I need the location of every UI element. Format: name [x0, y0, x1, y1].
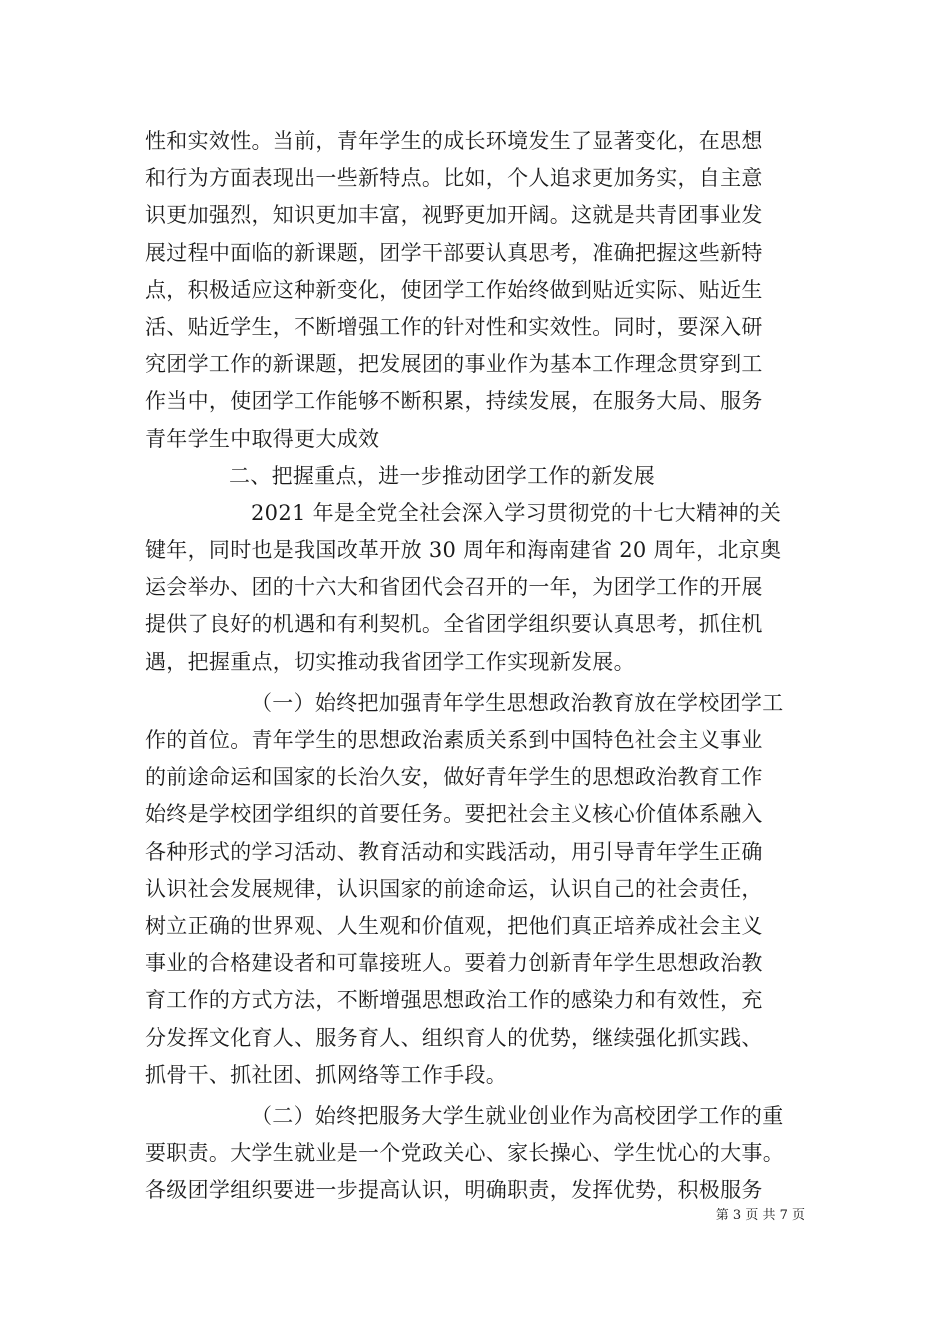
text-line: 事业的合格建设者和可靠接班人。要着力创新青年学生思想政治教 [145, 951, 763, 976]
text-line: 究团学工作的新课题，把发展团的事业作为基本工作理念贯穿到工 [145, 352, 763, 377]
text-line: 识更加强烈，知识更加丰富，视野更加开阔。这就是共青团事业发 [145, 203, 763, 228]
text-line: 点，积极适应这种新变化，使团学工作始终做到贴近实际、贴近生 [145, 277, 763, 302]
section-heading: 二、把握重点，进一步推动团学工作的新发展 [229, 463, 655, 488]
text-line: 各种形式的学习活动、教育活动和实践活动，用引导青年学生正确 [145, 839, 763, 864]
subsection-1 [145, 685, 805, 1094]
text-line: 树立正确的世界观、人生观和价值观，把他们真正培养成社会主义 [145, 913, 763, 938]
text-line: 各级团学组织要进一步提高认识，明确职责，发挥优势，积极服务 [145, 1178, 763, 1203]
text-line: 性和实效性。当前，青年学生的成长环境发生了显著变化，在思想 [145, 129, 763, 153]
page-number: 第 3 页 共 7 页 [715, 1208, 805, 1223]
text-line: 认识社会发展规律，认识国家的前途命运，认识自己的社会责任， [145, 876, 763, 901]
text-line: 的前途命运和国家的长治久安，做好青年学生的思想政治教育工作 [145, 765, 763, 790]
text-line: 键年，同时也是我国改革开放 30 周年和海南建省 20 周年，北京奥 [145, 538, 782, 563]
text-line: 育工作的方式方法，不断增强思想政治工作的感染力和有效性，充 [145, 988, 763, 1013]
text-line: 抓骨干、抓社团、抓网络等工作手段。 [145, 1062, 508, 1087]
text-line: 青年学生中取得更大成效 [145, 426, 380, 451]
text-line: 分发挥文化育人、服务育人、组织育人的优势，继续强化抓实践、 [145, 1025, 763, 1050]
text-line: 遇，把握重点，切实推动我省团学工作实现新发展。 [145, 649, 635, 674]
text-line: 展过程中面临的新课题，团学干部要认真思考，准确把握这些新特 [145, 240, 763, 265]
text-line: 要职责。大学生就业是一个党政关心、家长操心、学生忧心的大事。 [145, 1141, 784, 1166]
document-body [145, 123, 805, 1209]
text-line: （二）始终把服务大学生就业创业作为高校团学工作的重 [251, 1103, 784, 1128]
paragraph-1 [145, 123, 805, 458]
subsection-2 [145, 1098, 805, 1210]
text-line: 和行为方面表现出一些新特点。比如，个人追求更加务实，自主意 [145, 166, 763, 191]
text-line: 作的首位。青年学生的思想政治素质关系到中国特色社会主义事业 [145, 728, 763, 752]
text-line: 作当中，使团学工作能够不断积累，持续发展，在服务大局、服务 [145, 389, 763, 414]
text-line: 始终是学校团学组织的首要任务。要把社会主义核心价值体系融入 [145, 802, 763, 827]
text-line: 活、贴近学生，不断增强工作的针对性和实效性。同时，要深入研 [145, 314, 763, 339]
text-line: 提供了良好的机遇和有利契机。全省团学组织要认真思考，抓住机 [145, 612, 763, 637]
text-line: 2021 年是全党全社会深入学习贯彻党的十七大精神的关 [251, 500, 782, 525]
paragraph-2 [145, 495, 805, 681]
text-line: （一）始终把加强青年学生思想政治教育放在学校团学工 [251, 690, 784, 715]
text-line: 运会举办、团的十六大和省团代会召开的一年，为团学工作的开展 [145, 575, 763, 600]
